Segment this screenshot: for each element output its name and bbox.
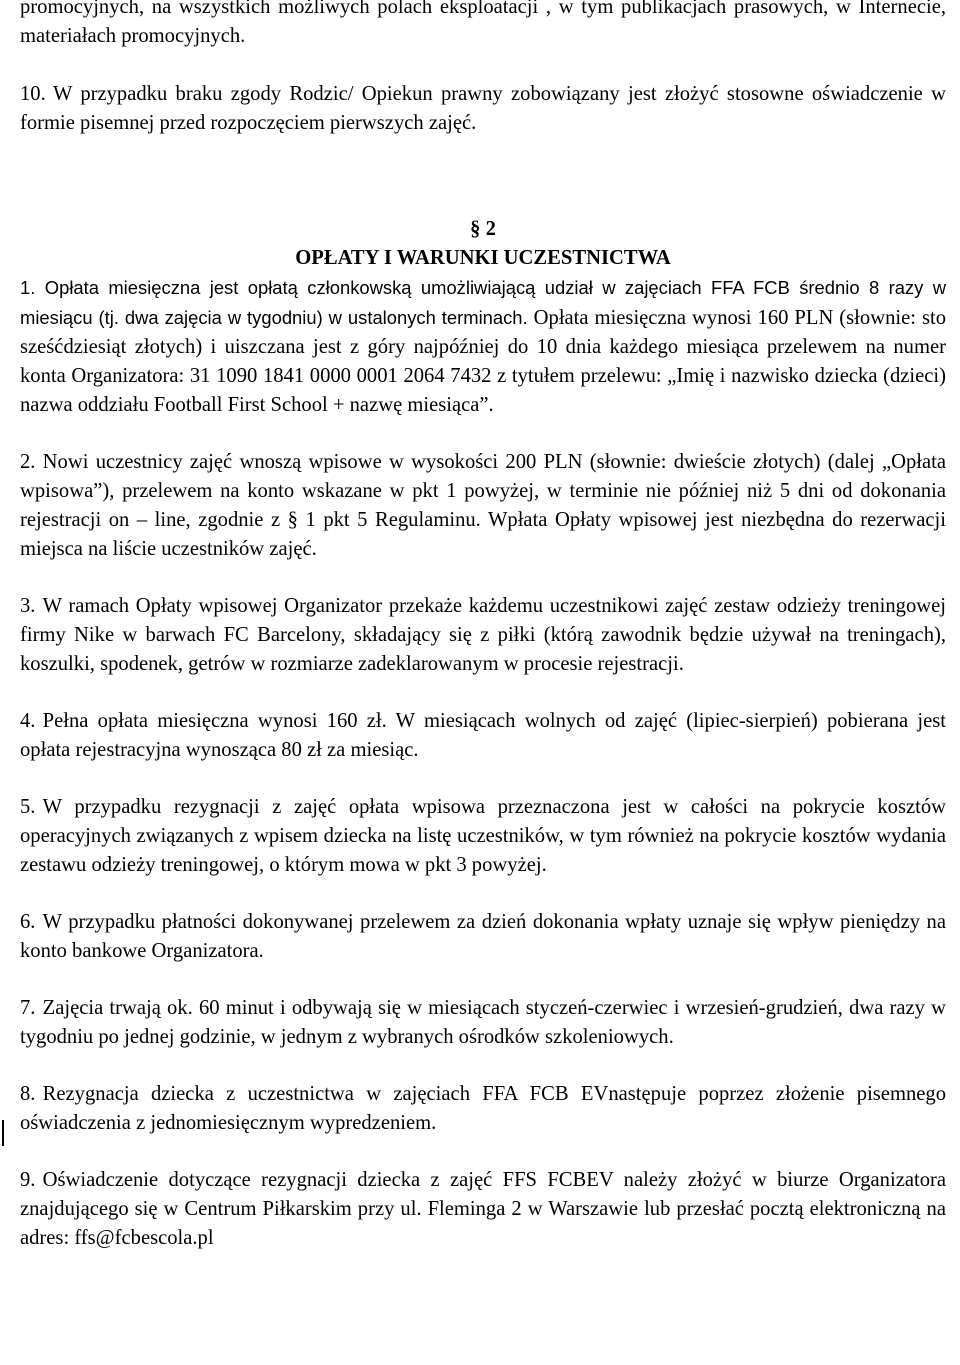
paragraph-1-text-b: Opłata miesięczna wynosi 160 PLN (słownie: sto sześćdziesiąt złotych) i uiszczana jest z góry najpóźniej do 10 dnia każdego miesiąca przelewem na numer konta Organizatora: 31 1090 1841 0000 0001 2064 7432 z tytułem przelewu: „Imię i nazwisko dziecka (dzieci) nazwa oddziału Football First School + nazwę miesiąca”. [20,307,946,416]
intro-paragraph: promocyjnych, na wszystkich możliwych polach eksploatacji , w tym publikacjach prasowych, w Internecie, materiałach promocyjnych. [20,0,946,47]
section-number-value: 2 [485,218,496,240]
paragraph-4 [20,707,946,765]
paragraph-2 [20,448,946,564]
paragraph-7 [20,994,946,1052]
section-symbol: § [470,218,481,240]
paragraph-1-number: 1. [20,277,36,298]
paragraph-3 [20,592,946,679]
paragraph-10-text: W przypadku braku zgody Rodzic/ Opiekun prawny zobowiązany jest złożyć stosowne oświadczenie w formie pisemnej przed rozpoczęciem pierwszych zajęć. [20,83,946,134]
section-number [20,215,946,244]
margin-change-bar [2,1120,4,1146]
paragraph-2-number: 2. [20,451,36,473]
paragraph-1-text-a: Opłata miesięczna jest opłatą członkowską umożliwiającą udział w zajęciach FFA FCB średnio 8 razy w miesiącu (tj. dwa zajęcia w tygodniu) w ustalonych terminach. [20,277,946,328]
paragraph-6-text: W przypadku płatności dokonywanej przelewem za dzień dokonania wpłaty uznaje się wpływ pieniędzy na konto bankowe Organizatora. [20,911,946,962]
paragraph-9-text: Oświadczenie dotyczące rezygnacji dziecka z zajęć FFS FCBEV należy złożyć w biurze Organizatora znajdującego się w Centrum Piłkarskim przy ul. Fleminga 2 w Warszawie lub przesłać pocztą elektroniczną na adres: ffs@fcbescola.pl [20,1169,946,1249]
paragraph-1 [20,273,946,420]
paragraph-10-number: 10. [20,83,46,105]
paragraph-8-number: 8. [20,1083,36,1105]
paragraph-5 [20,793,946,880]
paragraph-6-number: 6. [20,911,36,933]
paragraph-8 [20,1080,946,1138]
paragraph-5-number: 5. [20,796,36,818]
paragraph-10 [20,80,946,138]
paragraph-6 [20,908,946,966]
paragraph-9-number: 9. [20,1169,36,1191]
paragraph-9 [20,1166,946,1253]
paragraph-7-text: Zajęcia trwają ok. 60 minut i odbywają się w miesiącach styczeń-czerwiec i wrzesień-grudzień, dwa razy w tygodniu po jednej godzinie, w jednym z wybranych ośrodków szkoleniowych. [20,997,946,1048]
paragraph-2-text-b: 1 pkt 5 Regulaminu. Wpłata Opłaty wpisowej jest niezbędna do rezerwacji miejsca na liście uczestników zajęć. [20,509,947,560]
paragraph-4-number: 4. [20,710,36,732]
section-title: OPŁATY I WARUNKI UCZESTNICTWA [295,247,671,269]
paragraph-4-text: Pełna opłata miesięczna wynosi 160 zł. W miesiącach wolnych od zajęć (lipiec-sierpień) pobierana jest opłata rejestracyjna wynosząca 80 zł za miesiąc. [20,710,946,761]
paragraph-2-section-ref: § [287,509,298,531]
paragraph-5-text: W przypadku rezygnacji z zajęć opłata wpisowa przeznaczona jest w całości na pokrycie kosztów operacyjnych związanych z wpisem dziecka na listę uczestników, w tym również na pokrycie kosztów wydania zestawu odzieży treningowej, o którym mowa w pkt 3 powyżej. [20,796,946,876]
paragraph-3-text: W ramach Opłaty wpisowej Organizator przekaże każdemu uczestnikowi zajęć zestaw odzieży treningowej firmy Nike w barwach FC Barcelony, składający się z piłki (którą zawodnik będzie używał na treningach), koszulki, spodenek, getrów w rozmiarze zadeklarowanym w procesie rejestracji. [20,595,946,675]
paragraph-8-text: Rezygnacja dziecka z uczestnictwa w zajęciach FFA FCB EVnastępuje poprzez złożenie pisemnego oświadczenia z jednomiesięcznym wypredzeniem. [20,1083,946,1134]
paragraph-7-number: 7. [20,997,36,1019]
paragraph-2-text-a: Nowi uczestnicy zajęć wnoszą wpisowe w wysokości 200 PLN (słownie: dwieście złotych) (dalej „Opłata wpisowa”), przelewem na konto wskazane w pkt 1 powyżej, w terminie nie później niż 5 dni od dokonania rejestracji on – line, zgodnie z [20,451,946,531]
paragraph-3-number: 3. [20,595,36,617]
